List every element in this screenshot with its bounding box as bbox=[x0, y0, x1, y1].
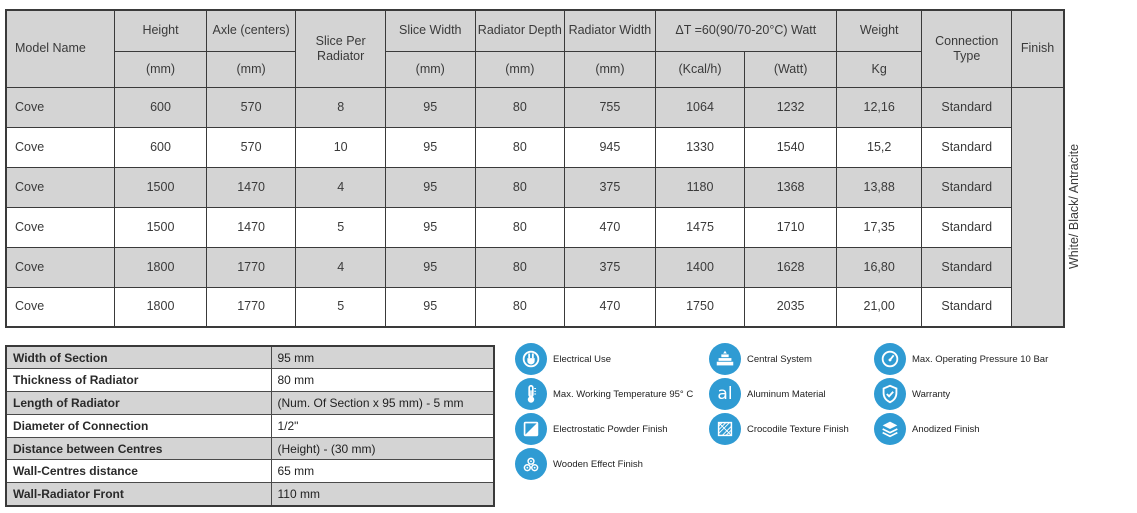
spec-label: Length of Radiator bbox=[6, 392, 271, 415]
cell-width: 945 bbox=[565, 127, 656, 167]
table-row bbox=[6, 167, 1064, 207]
feature-label: Anodized Finish bbox=[912, 423, 980, 435]
table-row bbox=[6, 127, 1064, 167]
feature-central-system bbox=[709, 343, 812, 375]
spec-label: Wall-Radiator Front bbox=[6, 483, 271, 506]
cell-connection: Standard bbox=[922, 127, 1012, 167]
cell-axle: 1770 bbox=[206, 287, 296, 327]
cell-slices: 8 bbox=[296, 87, 386, 127]
header-radiator-depth-unit: (mm) bbox=[475, 51, 565, 87]
cell-slice-width: 95 bbox=[385, 207, 475, 247]
cell-model: Cove bbox=[6, 167, 115, 207]
spec-value: (Height) - (30 mm) bbox=[271, 437, 494, 460]
crocodile-texture-icon bbox=[709, 413, 741, 445]
cell-depth: 80 bbox=[475, 207, 565, 247]
cell-width: 375 bbox=[565, 167, 656, 207]
spec-value: 65 mm bbox=[271, 460, 494, 483]
cell-slices: 5 bbox=[296, 207, 386, 247]
cell-kcal: 1330 bbox=[655, 127, 745, 167]
feature-electrical-use bbox=[515, 343, 611, 375]
table-row bbox=[6, 247, 1064, 287]
feature-warranty bbox=[874, 378, 950, 410]
table-row bbox=[6, 207, 1064, 247]
spec-row bbox=[6, 414, 494, 437]
cell-kcal: 1400 bbox=[655, 247, 745, 287]
header-axle: Axle (centers) bbox=[206, 10, 296, 51]
cell-axle: 570 bbox=[206, 87, 296, 127]
cell-weight: 12,16 bbox=[836, 87, 922, 127]
spec-label: Width of Section bbox=[6, 346, 271, 369]
feature-crocodile-texture bbox=[709, 413, 849, 445]
header-radiator-depth: Radiator Depth bbox=[475, 10, 565, 51]
cell-watt: 1710 bbox=[745, 207, 837, 247]
feature-label: Warranty bbox=[912, 388, 951, 400]
feature-anodized-finish bbox=[874, 413, 980, 445]
cell-slice-width: 95 bbox=[385, 127, 475, 167]
radiator-spec-table bbox=[5, 9, 1082, 328]
plug-icon bbox=[515, 343, 547, 375]
header-weight: Weight bbox=[836, 10, 922, 51]
cell-height: 1800 bbox=[115, 247, 207, 287]
header-slice-width: Slice Width bbox=[385, 10, 475, 51]
cell-watt: 2035 bbox=[745, 287, 837, 327]
cell-depth: 80 bbox=[475, 167, 565, 207]
cell-axle: 1770 bbox=[206, 247, 296, 287]
aluminum-icon: al bbox=[709, 378, 741, 410]
header-weight-unit: Kg bbox=[836, 51, 922, 87]
cell-model: Cove bbox=[6, 287, 115, 327]
spec-value: 110 mm bbox=[271, 483, 494, 506]
pressure-gauge-icon bbox=[874, 343, 906, 375]
cell-connection: Standard bbox=[922, 287, 1012, 327]
cell-slices: 4 bbox=[296, 167, 386, 207]
central-system-icon bbox=[709, 343, 741, 375]
feature-label: Wooden Effect Finish bbox=[553, 458, 643, 470]
cell-watt: 1368 bbox=[745, 167, 837, 207]
spec-row bbox=[6, 483, 494, 506]
cell-width: 470 bbox=[565, 287, 656, 327]
feature-aluminum bbox=[709, 378, 826, 410]
powder-finish-icon bbox=[515, 413, 547, 445]
cell-width: 470 bbox=[565, 207, 656, 247]
cell-width: 755 bbox=[565, 87, 656, 127]
spec-value: (Num. Of Section x 95 mm) - 5 mm bbox=[271, 392, 494, 415]
cell-height: 1800 bbox=[115, 287, 207, 327]
cell-height: 600 bbox=[115, 127, 207, 167]
cell-weight: 16,80 bbox=[836, 247, 922, 287]
header-output-watt: (Watt) bbox=[745, 51, 837, 87]
spec-label: Thickness of Radiator bbox=[6, 369, 271, 392]
header-slice-width-unit: (mm) bbox=[385, 51, 475, 87]
cell-finish bbox=[1012, 87, 1082, 327]
spec-value: 80 mm bbox=[271, 369, 494, 392]
header-connection-type: Connection Type bbox=[922, 10, 1012, 87]
feature-label: Crocodile Texture Finish bbox=[747, 423, 849, 435]
warranty-shield-icon bbox=[874, 378, 906, 410]
cell-depth: 80 bbox=[475, 87, 565, 127]
cell-axle: 1470 bbox=[206, 167, 296, 207]
spec-row bbox=[6, 369, 494, 392]
cell-slice-width: 95 bbox=[385, 287, 475, 327]
cell-weight: 17,35 bbox=[836, 207, 922, 247]
feature-label: Electrostatic Powder Finish bbox=[553, 423, 668, 435]
cell-slice-width: 95 bbox=[385, 167, 475, 207]
cell-width: 375 bbox=[565, 247, 656, 287]
cell-slice-width: 95 bbox=[385, 87, 475, 127]
table-row bbox=[6, 287, 1064, 327]
feature-wooden-effect bbox=[515, 448, 643, 480]
feature-label: Electrical Use bbox=[553, 353, 612, 365]
table-row bbox=[6, 87, 1064, 127]
spec-row bbox=[6, 437, 494, 460]
cell-height: 1500 bbox=[115, 207, 207, 247]
cell-model: Cove bbox=[6, 207, 115, 247]
cell-watt: 1628 bbox=[745, 247, 837, 287]
cell-depth: 80 bbox=[475, 287, 565, 327]
spec-label: Distance between Centres bbox=[6, 437, 271, 460]
cell-connection: Standard bbox=[922, 207, 1012, 247]
cell-height: 1500 bbox=[115, 167, 207, 207]
cell-slices: 5 bbox=[296, 287, 386, 327]
header-finish: Finish bbox=[1012, 10, 1064, 87]
header-height: Height bbox=[115, 10, 207, 51]
cell-kcal: 1064 bbox=[655, 87, 745, 127]
cell-axle: 1470 bbox=[206, 207, 296, 247]
header-axle-unit: (mm) bbox=[206, 51, 296, 87]
feature-powder-finish bbox=[515, 413, 668, 445]
cell-weight: 21,00 bbox=[836, 287, 922, 327]
cell-slices: 4 bbox=[296, 247, 386, 287]
spec-label: Diameter of Connection bbox=[6, 414, 271, 437]
header-heat-output: ΔT =60(90/70-20°C) Watt bbox=[655, 10, 836, 51]
cell-watt: 1540 bbox=[745, 127, 837, 167]
spec-row bbox=[6, 346, 494, 369]
feature-label: Max. Operating Pressure 10 Bar bbox=[912, 353, 1049, 365]
spec-row bbox=[6, 460, 494, 483]
thermometer-icon bbox=[515, 378, 547, 410]
feature-label: Aluminum Material bbox=[747, 388, 826, 400]
cell-weight: 15,2 bbox=[836, 127, 922, 167]
spec-row bbox=[6, 392, 494, 415]
header-slice-per-radiator: Slice Per Radiator bbox=[296, 10, 386, 87]
cell-axle: 570 bbox=[206, 127, 296, 167]
feature-label: Central System bbox=[747, 353, 812, 365]
technical-details-table bbox=[5, 345, 495, 507]
feature-max-pressure bbox=[874, 343, 1048, 375]
cell-connection: Standard bbox=[922, 247, 1012, 287]
cell-kcal: 1180 bbox=[655, 167, 745, 207]
header-output-kcal: (Kcal/h) bbox=[655, 51, 745, 87]
cell-depth: 80 bbox=[475, 247, 565, 287]
cell-connection: Standard bbox=[922, 167, 1012, 207]
cell-model: Cove bbox=[6, 247, 115, 287]
cell-watt: 1232 bbox=[745, 87, 837, 127]
wood-logs-icon bbox=[515, 448, 547, 480]
cell-connection: Standard bbox=[922, 87, 1012, 127]
cell-kcal: 1750 bbox=[655, 287, 745, 327]
feature-label: Max. Working Temperature 95° C bbox=[553, 388, 694, 400]
cell-slices: 10 bbox=[296, 127, 386, 167]
cell-height: 600 bbox=[115, 87, 207, 127]
header-radiator-width: Radiator Width bbox=[565, 10, 656, 51]
finish-value: White/ Black/ Antracite bbox=[1067, 144, 1082, 270]
cell-weight: 13,88 bbox=[836, 167, 922, 207]
spec-value: 1/2" bbox=[271, 414, 494, 437]
cell-depth: 80 bbox=[475, 127, 565, 167]
cell-kcal: 1475 bbox=[655, 207, 745, 247]
cell-slice-width: 95 bbox=[385, 247, 475, 287]
cell-model: Cove bbox=[6, 127, 115, 167]
header-radiator-width-unit: (mm) bbox=[565, 51, 656, 87]
anodized-layers-icon bbox=[874, 413, 906, 445]
feature-max-temperature bbox=[515, 378, 693, 410]
spec-value: 95 mm bbox=[271, 346, 494, 369]
header-height-unit: (mm) bbox=[115, 51, 207, 87]
cell-model: Cove bbox=[6, 87, 115, 127]
spec-label: Wall-Centres distance bbox=[6, 460, 271, 483]
header-model-name: Model Name bbox=[6, 10, 115, 87]
